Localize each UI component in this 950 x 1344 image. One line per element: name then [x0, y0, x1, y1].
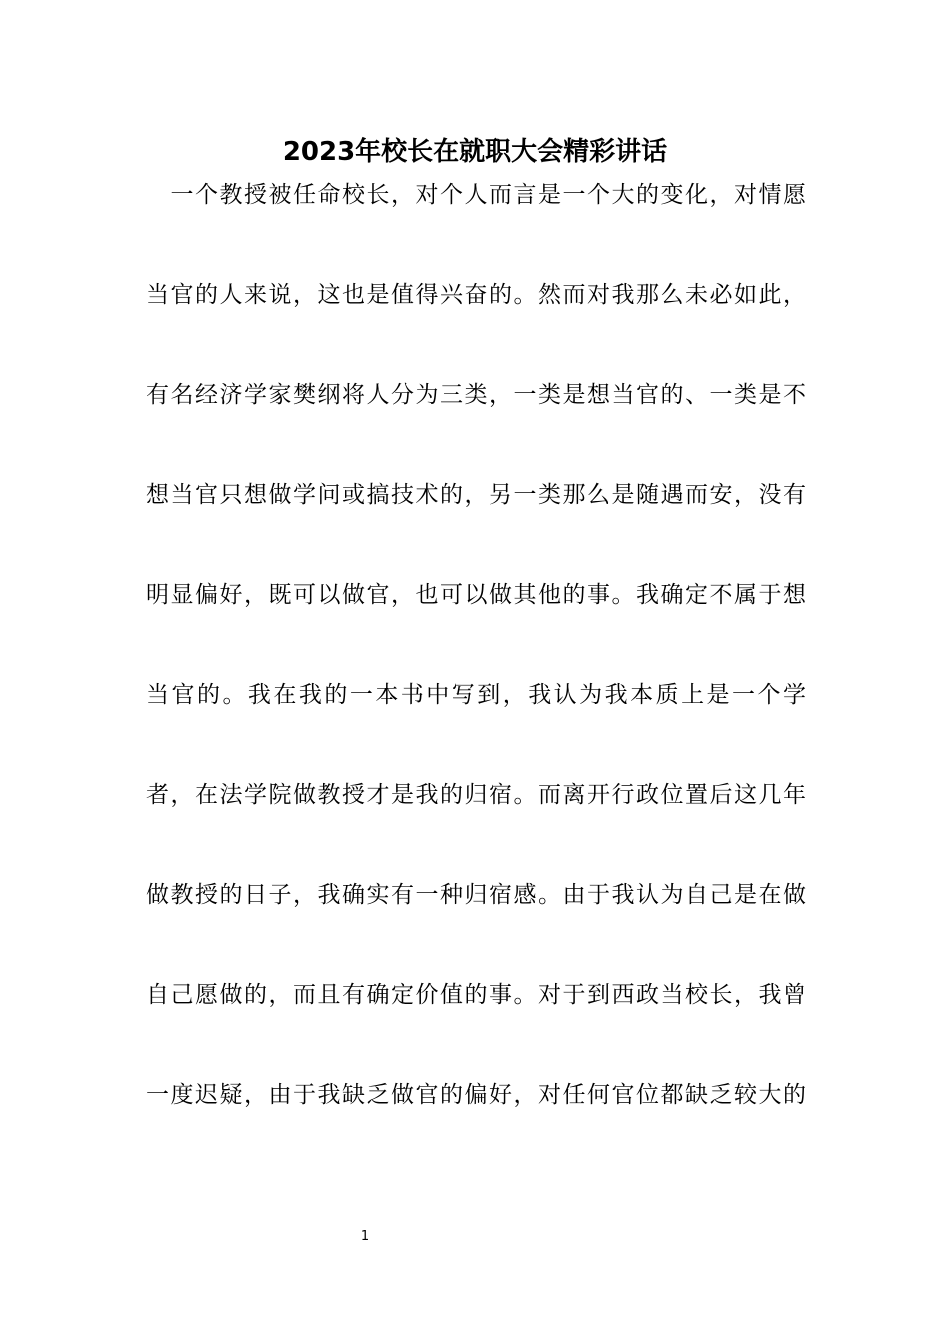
body-line-1: 一个教授被任命校长，对个人而言是一个大的变化，对情愿 — [146, 182, 806, 208]
body-line-2: 当官的人来说，这也是值得兴奋的。然而对我那么未必如此， — [146, 282, 806, 308]
body-line-4: 想当官只想做学问或搞技术的，另一类那么是随遇而安，没有 — [146, 482, 806, 508]
body-line-6: 当官的。我在我的一本书中写到，我认为我本质上是一个学 — [146, 682, 806, 708]
page-number: 1 — [360, 1229, 370, 1244]
body-paragraph — [146, 175, 806, 1175]
body-line-7: 者，在法学院做教授才是我的归宿。而离开行政位置后这几年 — [146, 782, 806, 808]
body-line-3: 有名经济学家樊纲将人分为三类，一类是想当官的、一类是不 — [146, 382, 806, 408]
body-line-8: 做教授的日子，我确实有一种归宿感。由于我认为自己是在做 — [146, 882, 806, 908]
body-line-9: 自己愿做的，而且有确定价值的事。对于到西政当校长，我曾 — [146, 982, 806, 1008]
body-line-10: 一度迟疑，由于我缺乏做官的偏好，对任何官位都缺乏较大的 — [146, 1082, 806, 1108]
document-title: 2023年校长在就职大会精彩讲话 — [282, 137, 668, 167]
body-line-5: 明显偏好，既可以做官，也可以做其他的事。我确定不属于想 — [146, 582, 806, 608]
